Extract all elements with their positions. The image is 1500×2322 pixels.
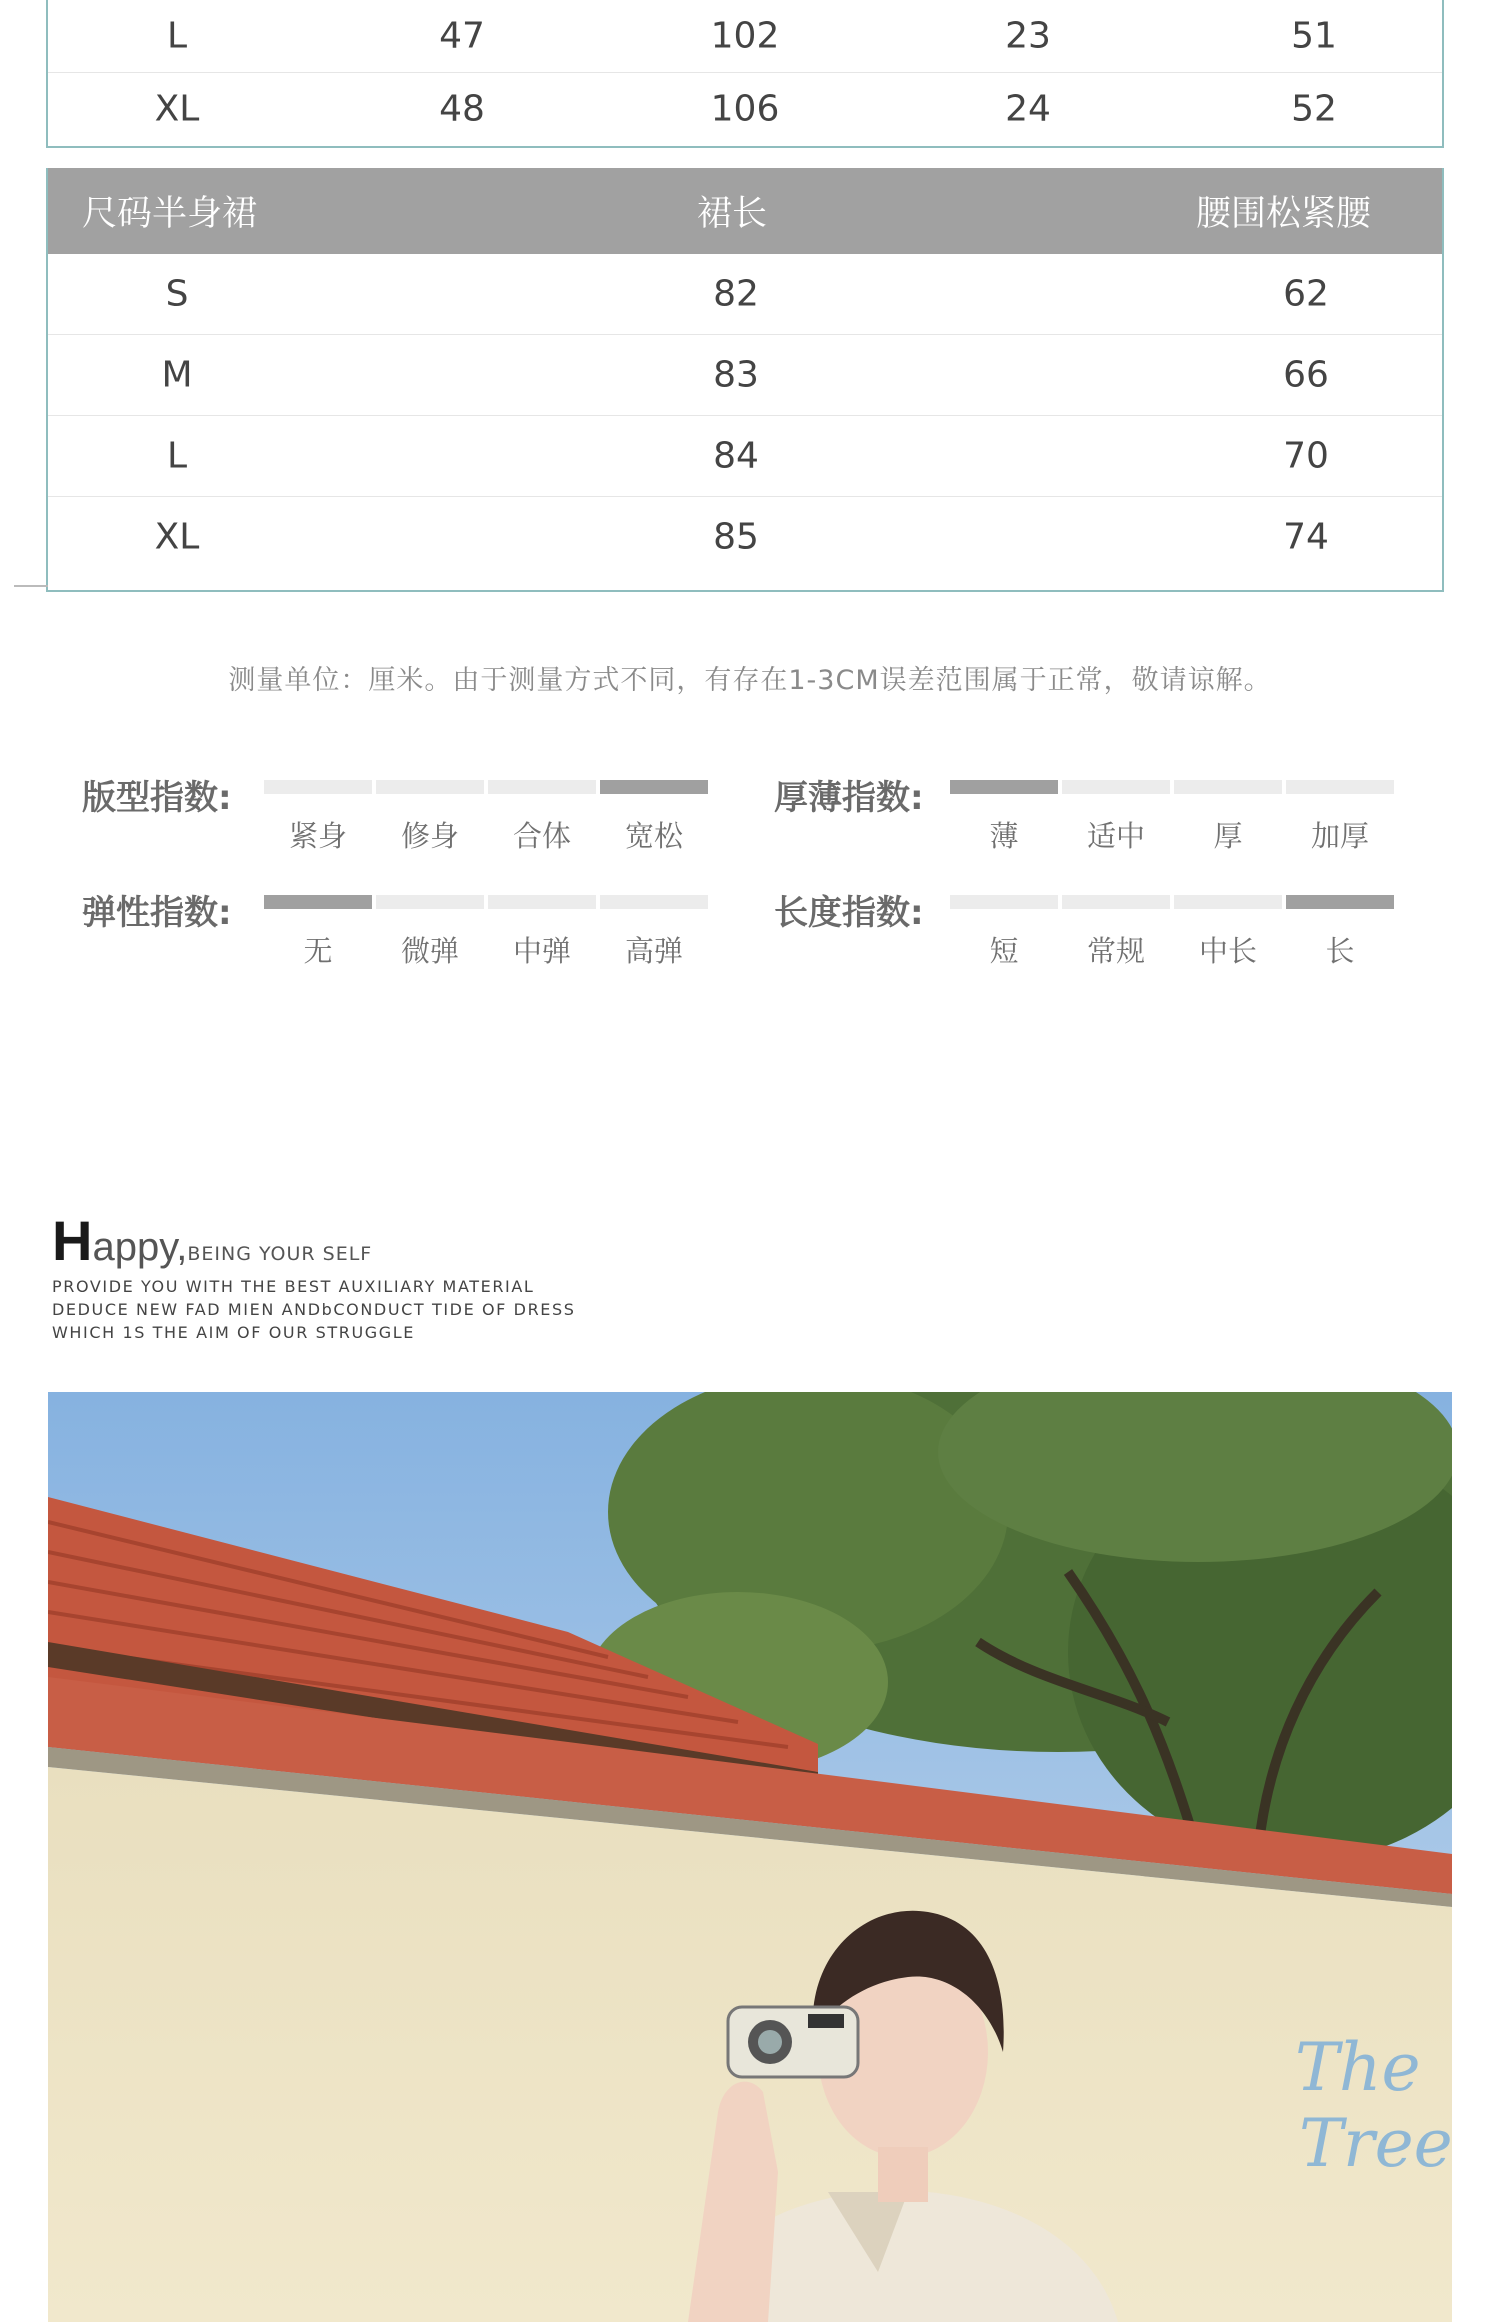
table-cell: 51: [1291, 15, 1337, 57]
table-cell: 83: [713, 354, 759, 396]
scale-option: 高弹: [624, 934, 683, 968]
scale-bar: [264, 780, 372, 794]
scale-bar: [600, 895, 708, 909]
scale-option: 长: [1325, 934, 1355, 968]
slogan-line: WHICH 1S THE AIM OF OUR STRUGGLE: [52, 1323, 416, 1342]
table-cell: 47: [439, 15, 485, 57]
scale-bar: [376, 780, 484, 794]
table-cell: 66: [1283, 354, 1329, 396]
scale-bar: [376, 895, 484, 909]
fit-index-label: 版型指数:: [82, 778, 232, 818]
scale-bar: [1174, 780, 1282, 794]
elastic-index-label: 弹性指数:: [82, 893, 232, 933]
scale-option: 中长: [1198, 934, 1257, 968]
thickness-index-label: 厚薄指数:: [774, 778, 924, 818]
thickness-index-options: [950, 814, 1394, 855]
elastic-index-options: [264, 929, 708, 970]
scale-option: 薄: [989, 819, 1019, 853]
brand-watermark: [1295, 2030, 1453, 2182]
scale-bar: [1286, 895, 1394, 909]
scale-option: 合体: [512, 819, 571, 853]
table-cell: 82: [713, 273, 759, 315]
scale-option: 适中: [1086, 819, 1145, 853]
table-cell: L: [166, 15, 188, 57]
thickness-index-bars: [950, 780, 1394, 794]
scale-option: 紧身: [288, 819, 347, 853]
scale-option: 常规: [1086, 934, 1145, 968]
scale-option: 中弹: [512, 934, 571, 968]
table-cell: 85: [713, 516, 759, 558]
table-row: [48, 497, 1442, 577]
slogan-block: [52, 1208, 576, 1344]
skirt-size-table: [46, 168, 1444, 592]
length-index-options: [950, 929, 1394, 970]
fit-index-bars: [264, 780, 708, 794]
length-index-bars: [950, 895, 1394, 909]
slogan-initial: H: [52, 1209, 93, 1272]
table-row: [48, 416, 1442, 497]
table-cell: 84: [713, 435, 759, 477]
product-photo: [48, 1392, 1452, 2322]
header-size: 尺码半身裙: [82, 194, 258, 234]
table-cell: 48: [439, 88, 485, 130]
scale-bar: [264, 895, 372, 909]
table-cell: 70: [1283, 435, 1329, 477]
size-table-top: [46, 0, 1444, 148]
scale-bar: [1062, 780, 1170, 794]
scale-bar: [488, 895, 596, 909]
table-cell: XL: [154, 88, 200, 130]
scale-bar: [488, 780, 596, 794]
table-cell: XL: [154, 516, 200, 558]
slogan-tagline: BEING YOUR SELF: [187, 1243, 373, 1265]
header-skirt-length: 裙长: [697, 194, 768, 234]
scale-option: 短: [989, 934, 1019, 968]
table-cell: 62: [1283, 273, 1329, 315]
length-index-label: 长度指数:: [774, 893, 924, 933]
table-header: [48, 168, 1442, 254]
measurement-note: 测量单位：厘米。由于测量方式不同，有存在1-3CM误差范围属于正常，敬请谅解。: [228, 665, 1272, 696]
scale-bar: [600, 780, 708, 794]
scale-option: 加厚: [1310, 819, 1369, 853]
table-row: [48, 254, 1442, 335]
header-waist: 腰围松紧腰: [1196, 194, 1372, 234]
slogan-word: appy,: [92, 1225, 188, 1269]
slogan-line: DEDUCE NEW FAD MIEN ANDbCONDUCT TIDE OF DRESS: [52, 1300, 576, 1319]
table-row: [48, 0, 1442, 73]
scale-option: 微弹: [400, 934, 459, 968]
table-cell: M: [161, 354, 193, 396]
fit-index-options: [264, 814, 708, 855]
elastic-index-bars: [264, 895, 708, 909]
table-cell: 52: [1291, 88, 1337, 130]
brand-line: Tree: [1299, 2105, 1453, 2182]
scale-option: 修身: [400, 819, 459, 853]
scale-option: 无: [303, 934, 333, 968]
divider: [14, 585, 48, 587]
brand-line: The: [1295, 2029, 1421, 2106]
table-cell: L: [166, 435, 188, 477]
photo-illustration: [48, 1392, 1452, 2322]
table-cell: 23: [1005, 15, 1051, 57]
table-cell: 74: [1283, 516, 1329, 558]
table-row: [48, 335, 1442, 416]
scale-bar: [950, 780, 1058, 794]
table-cell: 102: [710, 15, 780, 57]
table-cell: 24: [1005, 88, 1051, 130]
scale-option: 厚: [1213, 819, 1243, 853]
table-cell: S: [165, 273, 189, 315]
slogan-lines: [52, 1275, 576, 1344]
scale-bar: [1286, 780, 1394, 794]
scale-bar: [1062, 895, 1170, 909]
slogan-line: PROVIDE YOU WITH THE BEST AUXILIARY MATERIAL: [52, 1277, 535, 1296]
table-row: [48, 73, 1442, 145]
table-cell: 106: [710, 88, 780, 130]
scale-bar: [950, 895, 1058, 909]
scale-option: 宽松: [624, 819, 683, 853]
scale-bar: [1174, 895, 1282, 909]
